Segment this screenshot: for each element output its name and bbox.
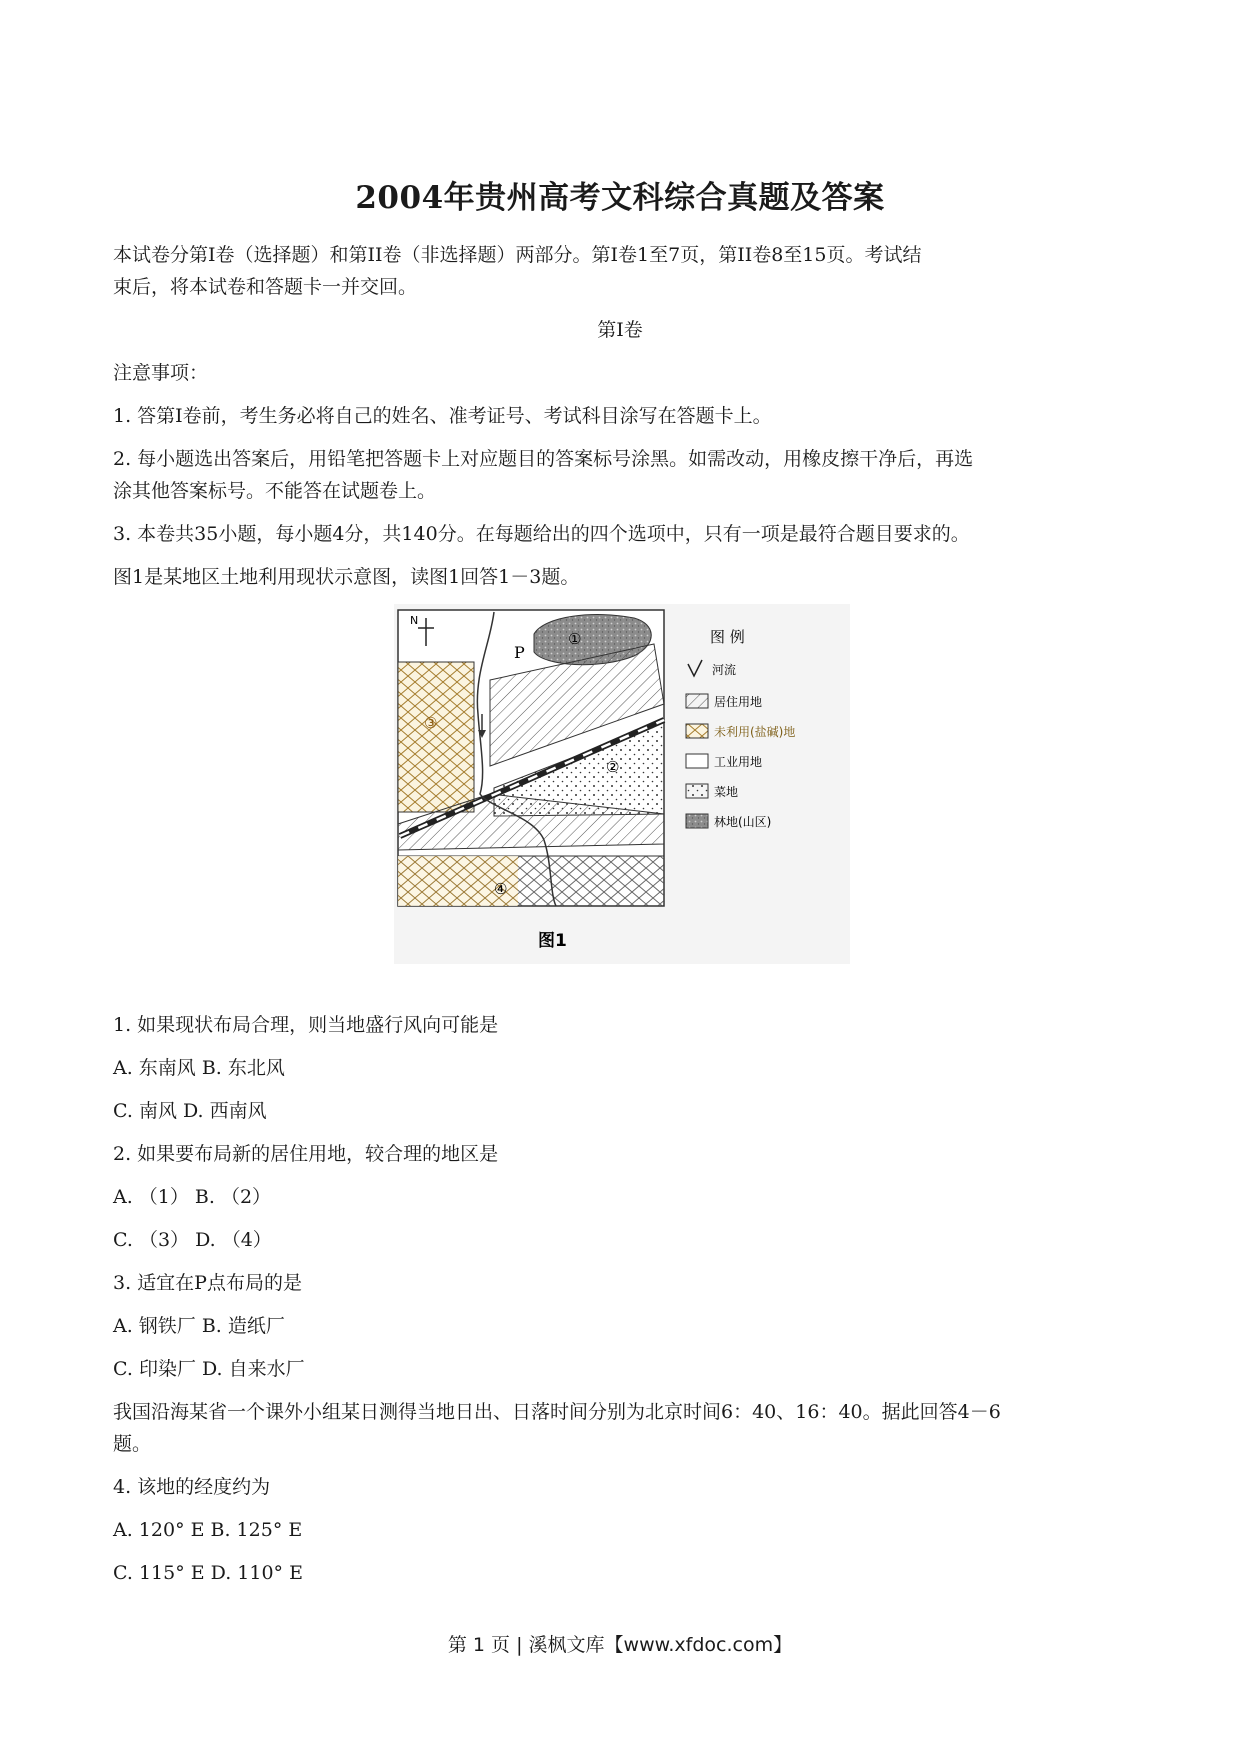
question-4-intro-line-2: 题。 <box>113 1433 152 1455</box>
area-label-3: ③ <box>424 714 438 732</box>
vegetable-field-area <box>398 662 474 812</box>
point-p-label: P <box>514 643 525 662</box>
legend-item-forest: 林地(山区) <box>714 815 772 829</box>
north-label: N <box>410 614 419 627</box>
question-2: 2. 如果要布局新的居住用地，较合理的地区是 <box>113 1143 499 1165</box>
question-3-options-cd: C. 印染厂 D. 自来水厂 <box>113 1358 305 1380</box>
notice-heading: 注意事项： <box>113 362 209 384</box>
figure-caption: 图1 <box>538 931 567 951</box>
area-label-1: ① <box>568 630 582 648</box>
question-2-options-cd: C. （3） D. （4） <box>113 1229 272 1251</box>
legend-residential-swatch <box>686 694 708 708</box>
land-use-map <box>394 604 850 964</box>
notice-item-2-line-1: 2. 每小题选出答案后，用铅笔把答题卡上对应题目的答案标号涂黑。如需改动，用橡皮擦干净后，再选 <box>113 448 974 470</box>
intro-line-1: 本试卷分第Ⅰ卷（选择题）和第II卷（非选择题）两部分。第Ⅰ卷1至7页，第II卷8至15页。考试结 <box>113 244 922 266</box>
figure-intro: 图1是某地区土地利用现状示意图，读图1回答1－3题。 <box>113 566 580 588</box>
question-2-options-ab: A. （1） B. （2） <box>113 1186 272 1208</box>
area-label-4: ④ <box>494 880 508 898</box>
section-heading: 第Ⅰ卷 <box>597 319 643 341</box>
question-1-options-cd: C. 南风 D. 西南风 <box>113 1100 267 1122</box>
question-4-options-ab: A. 120° E B. 125° E <box>113 1519 303 1541</box>
notice-item-3: 3. 本卷共35小题，每小题4分，共140分。在每题给出的四个选项中，只有一项是最符合题目要求的。 <box>113 523 970 545</box>
legend-item-vegetable: 菜地 <box>714 785 739 799</box>
legend-item-residential: 居住用地 <box>714 695 763 709</box>
legend-unused-swatch <box>686 724 708 738</box>
legend-forest-swatch <box>686 814 708 828</box>
question-3: 3. 适宜在P点布局的是 <box>113 1272 302 1294</box>
notice-item-2-line-2: 涂其他答案标号。不能答在试题卷上。 <box>113 480 437 502</box>
land-use-map-figure <box>394 604 850 964</box>
question-1-options-ab: A. 东南风 B. 东北风 <box>113 1057 285 1079</box>
legend-title: 图 例 <box>710 628 745 646</box>
question-4: 4. 该地的经度约为 <box>113 1476 271 1498</box>
legend-river-icon <box>688 660 702 676</box>
question-4-options-cd: C. 115° E D. 110° E <box>113 1562 303 1584</box>
notice-item-1: 1. 答第Ⅰ卷前，考生务必将自己的姓名、准考证号、考试科目涂写在答题卡上。 <box>113 405 772 427</box>
question-3-options-ab: A. 钢铁厂 B. 造纸厂 <box>113 1315 285 1337</box>
intro-line-2: 束后，将本试卷和答题卡一并交回。 <box>113 276 418 298</box>
question-4-intro-line-1: 我国沿海某省一个课外小组某日测得当地日出、日落时间分别为北京时间6：40、16：40。据此回答4－6 <box>113 1401 1001 1423</box>
question-1: 1. 如果现状布局合理，则当地盛行风向可能是 <box>113 1014 499 1036</box>
document-title: 2004年贵州高考文科综合真题及答案 <box>355 180 885 216</box>
legend-item-industrial: 工业用地 <box>714 755 763 769</box>
area-label-2: ② <box>606 758 620 776</box>
page-footer: 第 1 页 | 溪枫文库【www.xfdoc.com】 <box>447 1634 793 1656</box>
legend-item-unused: 未利用(盐碱)地 <box>714 725 796 739</box>
legend-industrial-swatch <box>686 754 708 768</box>
legend-vegetable-swatch <box>686 784 708 798</box>
legend-item-river: 河流 <box>712 663 737 677</box>
